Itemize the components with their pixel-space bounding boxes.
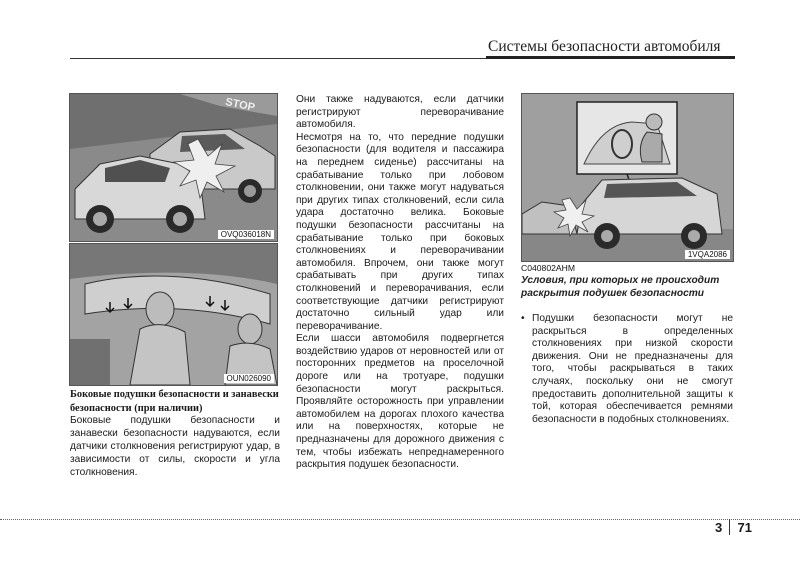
curtain-airbag-figure [69,243,278,386]
curtain-airbag-illustration [70,244,277,385]
paragraph: Если шасси автомобиля подвергнется воздействию ударов от неровностей или от посторонних предметов на проселочной дороге или на тротуаре, подушки безопасности могут раскрыться. Проявляйте осторожность при управлении автомобилем на дорогах плохого качества или на поверхностях, которые не предназначены для дорожного движения с тем, чтобы избежать непреднамеренного раскрытия подушек безопасности. [296,333,504,471]
footer-rule [0,519,800,520]
conditions-list [521,313,733,426]
middle-column [296,94,504,472]
side-crash-illustration [70,94,277,241]
conditions-heading: Условия, при которых не происходит раскрытия подушек безопасности [521,275,720,299]
figure-code: OUN026090 [224,374,274,383]
side-crash-figure [69,93,278,242]
page-index: 71 [737,520,752,535]
paragraph: Несмотря на то, что передние подушки безопасности (для водителя и пассажира на переднем сиденье) рассчитаны на срабатывание только при лобовом столкновении, они также могут надуваться при других типах столкновений, если сила удара достаточно велика. Боковые подушки безопасности рассчитаны на срабатывание только при боковых столкновениях и переворачивании автомобиля. Впрочем, они также могут срабатывать при других типах столкновений и переворачивания, если соответствующие датчики регистрируют достаточно сильный удар или переворачивание. [296,131,504,332]
rear-impact-illustration [522,94,733,261]
figure-code: 1VQA2086 [685,250,730,259]
page-number [715,520,752,535]
section-code: C040802AHM [521,263,575,273]
paragraph: Они также надуваются, если датчики регистрируют переворачивание автомобиля. [296,94,504,131]
header-rule [70,58,486,59]
list-item: • Подушки безопасности могут не раскрыться в определенных столкновениях при низкой скорости движения. Они не предназначены для того, чтобы раскрываться в таких случаях, поскольку они не смогут предоставить дополнительной защиты к той, которая обеспечивается ремнями безопасности в подобных столкновениях. [521,313,733,426]
figure-code: OVQ036018N [218,230,274,239]
side-airbag-body: Боковые подушки безопасности и занавески безопасности надуваются, если датчики столкновения регистрируют удар, в зависимости от силы, скорости и угла столкновения. [70,415,280,478]
stop-sign-text: STOP [224,96,256,114]
header-rule-accent [486,56,735,59]
side-airbag-caption: Боковые подушки безопасности и занавески безопасности (при наличии) [70,389,279,414]
rear-impact-figure [521,93,734,262]
section-title: Системы безопасности автомобиля [488,38,721,55]
page-number-separator [729,519,730,535]
section-number: 3 [715,520,723,535]
